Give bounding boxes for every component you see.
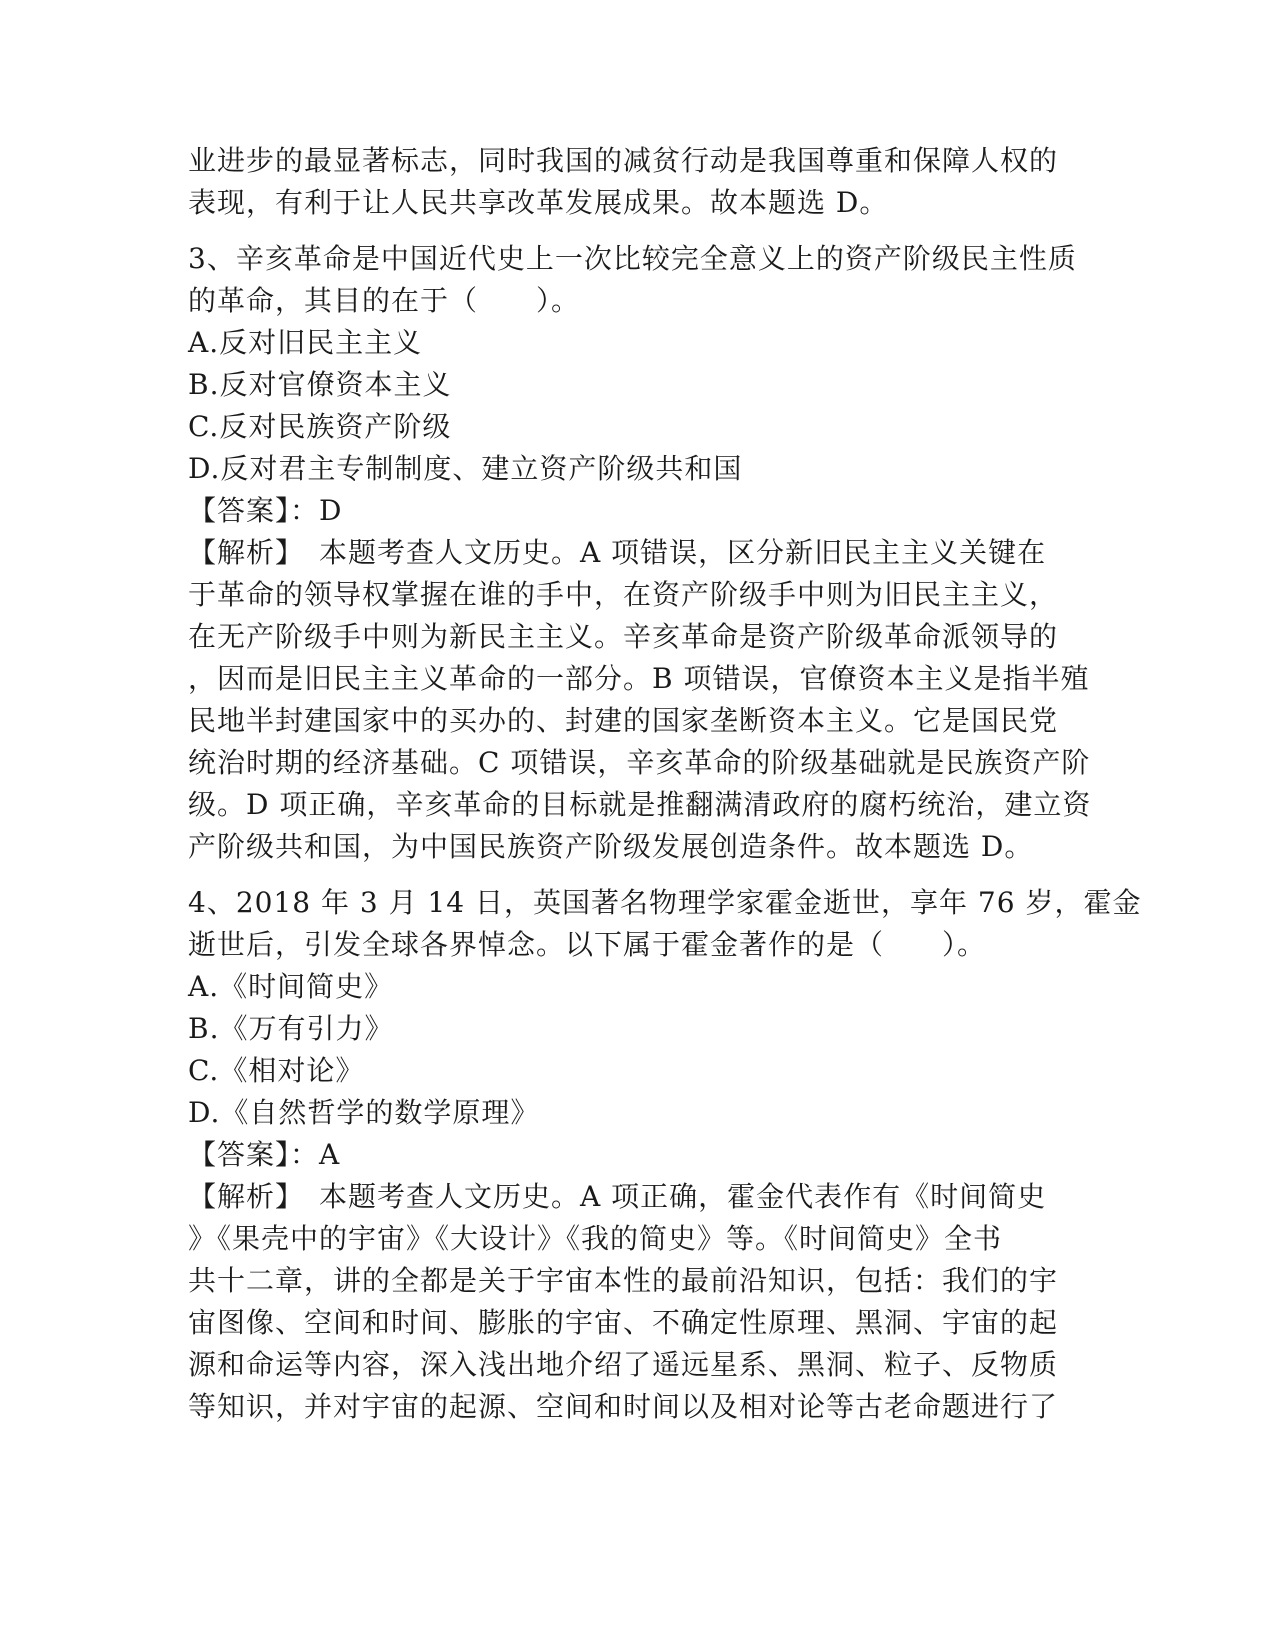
question-3-analysis: 【解析】 本题考查人文历史。A 项错误，区分新旧民主主义关键在	[188, 536, 1047, 569]
spacer	[188, 224, 1088, 238]
question-3-analysis: ，因而是旧民主主义革命的一部分。B 项错误，官僚资本主义是指半殖	[188, 662, 1090, 695]
question-4-analysis: 》《果壳中的宇宙》《大设计》《我的简史》等。《时间简史》全书	[188, 1222, 1003, 1255]
question-4-analysis: 源和命运等内容，深入浅出地介绍了遥远星系、黑洞、粒子、反物质	[188, 1348, 1059, 1381]
question-4-analysis: 宙图像、空间和时间、膨胀的宇宙、不确定性原理、黑洞、宇宙的起	[188, 1306, 1059, 1339]
question-3-analysis: 民地半封建国家中的买办的、封建的国家垄断资本主义。它是国民党	[188, 704, 1059, 737]
question-4-analysis: 共十二章，讲的全都是关于宇宙本性的最前沿知识，包括：我们的宇	[188, 1264, 1059, 1297]
paragraph-line: 表现，有利于让人民共享改革发展成果。故本题选 D。	[188, 186, 889, 219]
question-4-stem: 逝世后，引发全球各界悼念。以下属于霍金著作的是（ ）。	[188, 928, 987, 961]
question-3-analysis: 于革命的领导权掌握在谁的手中，在资产阶级手中则为旧民主主义，	[188, 578, 1059, 611]
question-3-stem: 的革命，其目的在于（ ）。	[188, 284, 581, 317]
question-3-analysis: 在无产阶级手中则为新民主主义。辛亥革命是资产阶级革命派领导的	[188, 620, 1059, 653]
question-4-answer: 【答案】：A	[188, 1138, 341, 1171]
question-4-option-b: B.《万有引力》	[188, 1012, 394, 1045]
question-3-analysis: 统治时期的经济基础。C 项错误，辛亥革命的阶级基础就是民族资产阶	[188, 746, 1091, 779]
question-3-answer: 【答案】：D	[188, 494, 343, 527]
paragraph-line: 业进步的最显著标志，同时我国的减贫行动是我国尊重和保障人权的	[188, 144, 1059, 177]
question-4-option-d: D.《自然哲学的数学原理》	[188, 1096, 540, 1129]
question-3-stem: 3、辛亥革命是中国近代史上一次比较完全意义上的资产阶级民主性质	[188, 242, 1077, 275]
spacer	[188, 868, 1088, 882]
question-4-stem: 4、2018 年 3 月 14 日，英国著名物理学家霍金逝世，享年 76 岁，霍金	[188, 886, 1142, 919]
question-3-analysis: 级。D 项正确，辛亥革命的目标就是推翻满清政府的腐朽统治，建立资	[188, 788, 1092, 821]
question-3-analysis: 产阶级共和国，为中国民族资产阶级发展创造条件。故本题选 D。	[188, 830, 1034, 863]
page-content	[188, 140, 1142, 1428]
question-3-option-d: D.反对君主专制制度、建立资产阶级共和国	[188, 452, 743, 485]
question-4-analysis: 等知识，并对宇宙的起源、空间和时间以及相对论等古老命题进行了	[188, 1390, 1059, 1423]
question-3-option-c: C.反对民族资产阶级	[188, 410, 452, 443]
question-3-option-a: A.反对旧民主主义	[188, 326, 423, 359]
question-4-analysis: 【解析】 本题考查人文历史。A 项正确，霍金代表作有《时间简史	[188, 1180, 1047, 1213]
question-3-option-b: B.反对官僚资本主义	[188, 368, 452, 401]
question-4-option-a: A.《时间简史》	[188, 970, 394, 1003]
question-4-option-c: C.《相对论》	[188, 1054, 365, 1087]
